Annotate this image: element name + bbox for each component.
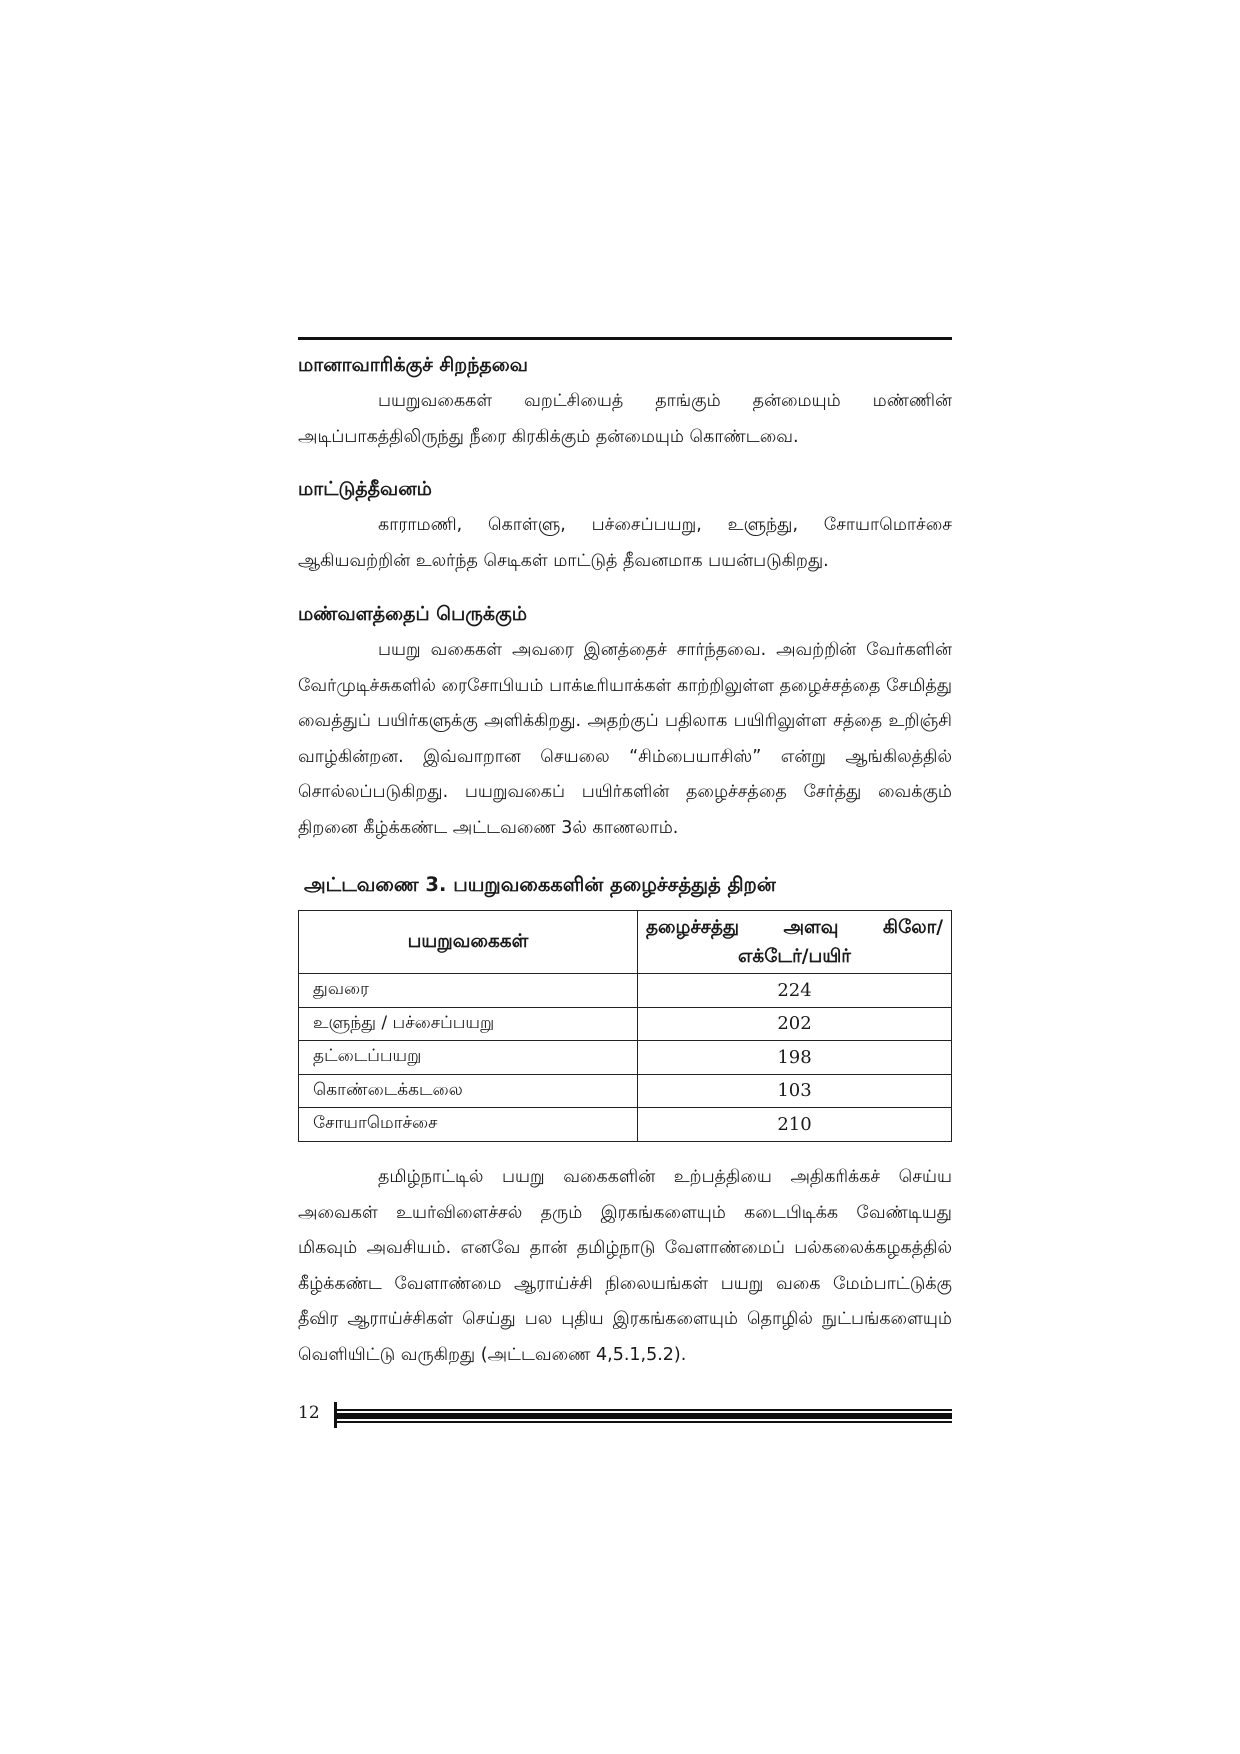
footer-rule xyxy=(337,1413,952,1419)
top-rule xyxy=(298,337,952,340)
page-number: 12 xyxy=(298,1403,320,1423)
column-header-crop: பயறுவகைகள் xyxy=(299,911,638,974)
table-row xyxy=(299,1041,952,1075)
section-heading: மானாவாரிக்குச் சிறந்தவை xyxy=(298,354,528,376)
section-closing xyxy=(298,1160,952,1373)
value-cell: 103 xyxy=(638,1074,952,1108)
crop-cell: துவரை xyxy=(299,974,638,1008)
crop-cell: உளுந்து / பச்சைப்பயறு xyxy=(299,1007,638,1041)
section-rainfed xyxy=(298,352,952,455)
crop-cell: கொண்டைக்கடலை xyxy=(299,1074,638,1108)
table-title: அட்டவணை 3. பயறுவகைகளின் தழைச்சத்துத் திறன் xyxy=(304,873,776,896)
value-cell: 202 xyxy=(638,1007,952,1041)
section-paragraph: பயறு வகைகள் அவரை இனத்தைச் சார்ந்தவை. அவற்றின் வேர்களின் வேர்முடிச்சுகளில் ரைசோபியம் பாக்டீரியாக்கள் காற்றிலுள்ள தழைச்சத்தை சேமித்து வைத்துப் பயிர்களுக்கு அளிக்கிறது. அதற்குப் பதிலாக பயிரிலுள்ள சத்தை உறிஞ்சி வாழ்கின்றன. இவ்வாறான செயலை “சிம்பையாசிஸ்” என்று ஆங்கிலத்தில் சொல்லப்படுகிறது. பயறுவகைப் பயிர்களின் தழைச்சத்தை சேர்த்து வைக்கும் திறனை கீழ்க்கண்ட அட்டவணை 3ல் காணலாம். xyxy=(298,640,952,838)
section-heading: மாட்டுத்தீவனம் xyxy=(298,478,432,500)
table-row xyxy=(299,1108,952,1142)
table-row xyxy=(299,974,952,1008)
value-cell: 224 xyxy=(638,974,952,1008)
book-page xyxy=(298,0,952,1754)
value-cell: 210 xyxy=(638,1108,952,1142)
section-paragraph: காராமணி, கொள்ளு, பச்சைப்பயறு, உளுந்து, சோயாமொச்சை ஆகியவற்றின் உலர்ந்த செடிகள் மாட்டுத் தீவனமாக பயன்படுகிறது. xyxy=(298,515,952,571)
table-row xyxy=(299,1007,952,1041)
closing-paragraph: தமிழ்நாட்டில் பயறு வகைகளின் உற்பத்தியை அதிகரிக்கச் செய்ய அவைகள் உயர்விளைச்சல் தரும் இரகங்களையும் கடைபிடிக்க வேண்டியது மிகவும் அவசியம். எனவே தான் தமிழ்நாடு வேளாண்மைப் பல்கலைக்கழகத்தில் கீழ்க்கண்ட வேளாண்மை ஆராய்ச்சி நிலையங்கள் பயறு வகை மேம்பாட்டுக்கு தீவிர ஆராய்ச்சிகள் செய்து பல புதிய இரகங்களையும் தொழில் நுட்பங்களையும் வெளியிட்டு வருகிறது (அட்டவணை 4,5.1,5.2). xyxy=(298,1167,952,1365)
crop-cell: தட்டைப்பயறு xyxy=(299,1041,638,1075)
nitrogen-fixation-table xyxy=(298,910,952,1142)
crop-cell: சோயாமொச்சை xyxy=(299,1108,638,1142)
column-header-value: தழைச்சத்து அளவு கிலோ/ எக்டேர்/பயிர் xyxy=(638,911,952,974)
value-cell: 198 xyxy=(638,1041,952,1075)
page-footer xyxy=(298,1402,952,1428)
section-paragraph: பயறுவகைகள் வறட்சியைத் தாங்கும் தன்மையும் மண்ணின் அடிப்பாகத்திலிருந்து நீரை கிரகிக்கும் தன்மையும் கொண்டவை. xyxy=(298,391,952,447)
footer-rule xyxy=(337,1421,952,1423)
table-row xyxy=(299,1074,952,1108)
section-heading: மண்வளத்தைப் பெருக்கும் xyxy=(298,603,528,625)
section-fodder xyxy=(298,476,952,579)
section-soil-fertility xyxy=(298,601,952,846)
footer-rule xyxy=(337,1409,952,1411)
table-header-row xyxy=(299,911,952,974)
